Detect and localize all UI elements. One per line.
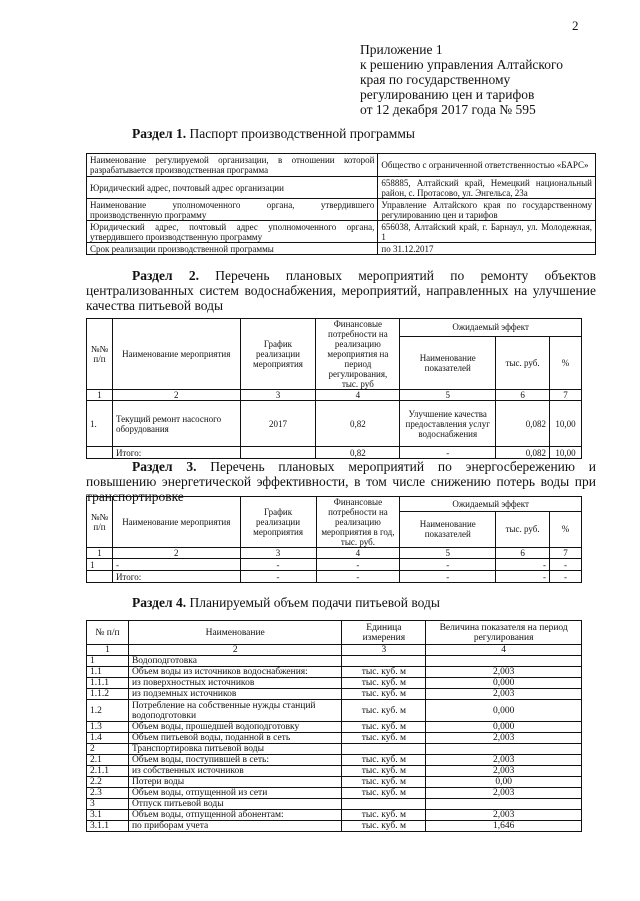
- row-num: 2.3: [87, 788, 129, 799]
- total-label: Итого:: [112, 447, 240, 459]
- section2-heading: [86, 268, 596, 313]
- table-row: [87, 722, 582, 733]
- finance: 0,82: [316, 401, 400, 447]
- effect-thous: 0,082: [496, 401, 550, 447]
- finance: -: [316, 559, 400, 571]
- col-header-schedule: График реализации мероприятия: [240, 497, 316, 548]
- table-row: [87, 799, 582, 810]
- param-value: 656038, Алтайский край, г. Барнаул, ул. Молодежная, 1: [378, 221, 596, 243]
- col-header-name: Наименование: [128, 621, 342, 645]
- row-num: 1.2: [87, 700, 129, 722]
- row-num: 1.4: [87, 733, 129, 744]
- column-index: 5: [400, 390, 496, 401]
- param-name: Юридический адрес, почтовый адрес уполномоченного органа, утвердившего производственную программу: [87, 221, 378, 243]
- col-header-num: № п/п: [87, 621, 129, 645]
- param-value: по 31.12.2017: [378, 243, 596, 255]
- table-row: [87, 667, 582, 678]
- row-num: 2.1: [87, 755, 129, 766]
- indicator: -: [400, 559, 496, 571]
- total-spacer: [87, 447, 113, 459]
- row-num: 1.3: [87, 722, 129, 733]
- table-row: [87, 221, 596, 243]
- total-finance: 0,82: [316, 447, 400, 459]
- table-row: [87, 678, 582, 689]
- indicator-name: Объем воды, прошедшей водоподготовку: [128, 722, 342, 733]
- appendix-header: [360, 42, 610, 117]
- unit: тыс. куб. м: [342, 821, 426, 832]
- schedule: -: [240, 559, 316, 571]
- param-name: Срок реализации производственной программы: [87, 243, 378, 255]
- row-num: 3.1.1: [87, 821, 129, 832]
- table-row: [87, 733, 582, 744]
- unit: тыс. куб. м: [342, 722, 426, 733]
- section2-title: Перечень плановых мероприятий по ремонту объектов централизованных систем водоснабжения, мероприятий, направленных на улучшение качества питьевой воды: [86, 268, 597, 313]
- table-row: [87, 755, 582, 766]
- column-index: 7: [550, 548, 582, 559]
- col-header-num: №№ п/п: [87, 497, 113, 548]
- row-num: 2: [87, 744, 129, 755]
- col-header-num: №№ п/п: [87, 319, 113, 390]
- column-index: 2: [112, 548, 240, 559]
- table-row: [87, 777, 582, 788]
- column-index: 4: [426, 645, 582, 656]
- param-value: Общество с ограниченной ответственностью «БАРС»: [378, 154, 596, 177]
- indicator-name: Водоподготовка: [128, 656, 342, 667]
- table-row: [87, 559, 582, 571]
- total-pct: 10,00: [549, 447, 581, 459]
- col-header-name: Наименование мероприятия: [112, 497, 240, 548]
- total-finance: -: [316, 571, 400, 583]
- col-header-pct: %: [549, 336, 581, 389]
- unit: тыс. куб. м: [342, 810, 426, 821]
- value: 2,003: [426, 755, 582, 766]
- table-row: [87, 177, 596, 199]
- row-num: 2.1.1: [87, 766, 129, 777]
- table-row: [87, 154, 596, 177]
- value: 2,003: [426, 689, 582, 700]
- value: [426, 799, 582, 810]
- row-num: 1: [87, 559, 113, 571]
- section4-number: Раздел 4.: [132, 595, 187, 610]
- unit: тыс. куб. м: [342, 777, 426, 788]
- value: 0,00: [426, 777, 582, 788]
- appendix-line: регулированию цен и тарифов: [360, 87, 535, 102]
- unit: тыс. куб. м: [342, 678, 426, 689]
- total-schedule: -: [240, 571, 316, 583]
- col-header-indicator: Наименование показателей: [400, 511, 496, 547]
- col-header-finance: Финансовые потребности на реализацию мероприятия на период регулирования, тыс. руб: [316, 319, 400, 390]
- indicator-name: Транспортировка питьевой воды: [128, 744, 342, 755]
- column-index: 7: [549, 390, 581, 401]
- row-num: 3.1: [87, 810, 129, 821]
- section2-table: [86, 318, 582, 459]
- appendix-line: к решению управления Алтайского: [360, 57, 563, 72]
- indicator-name: по приборам учета: [128, 821, 342, 832]
- column-index: 2: [128, 645, 342, 656]
- unit: [342, 799, 426, 810]
- effect-thous: -: [496, 559, 550, 571]
- total-row: [87, 447, 582, 459]
- table-row: [87, 766, 582, 777]
- value: 2,003: [426, 810, 582, 821]
- column-index: 3: [342, 645, 426, 656]
- column-index: 6: [496, 390, 550, 401]
- section4-heading: [132, 595, 552, 610]
- unit: тыс. куб. м: [342, 755, 426, 766]
- param-name: Наименование регулируемой организации, в отношении которой разрабатывается производственная программа: [87, 154, 378, 177]
- row-num: 1: [87, 656, 129, 667]
- total-thous: 0,082: [496, 447, 550, 459]
- appendix-line: Приложение 1: [360, 42, 443, 57]
- column-index: 2: [112, 390, 240, 401]
- indicator-name: Объем воды, отпущенной из сети: [128, 788, 342, 799]
- indicator-name: Объем питьевой воды, поданной в сеть: [128, 733, 342, 744]
- param-value: Управление Алтайского края по государственному регулированию цен и тарифов: [378, 199, 596, 221]
- indicator-name: из собственных источников: [128, 766, 342, 777]
- index-row: [87, 645, 582, 656]
- value: [426, 744, 582, 755]
- col-header-unit: Единица измерения: [342, 621, 426, 645]
- col-header-thous: тыс. руб.: [496, 336, 550, 389]
- schedule: 2017: [240, 401, 316, 447]
- total-row: [87, 571, 582, 583]
- row-num: 1.1.1: [87, 678, 129, 689]
- index-row: [87, 548, 582, 559]
- indicator-name: из подземных источников: [128, 689, 342, 700]
- indicator-name: Потери воды: [128, 777, 342, 788]
- col-header-indicator: Наименование показателей: [400, 336, 496, 389]
- unit: тыс. куб. м: [342, 689, 426, 700]
- table-row: [87, 243, 596, 255]
- section4-table: [86, 620, 582, 832]
- measure-name: Текущий ремонт насосного оборудования: [112, 401, 240, 447]
- column-index: 3: [240, 548, 316, 559]
- value: 2,003: [426, 733, 582, 744]
- value: 1,646: [426, 821, 582, 832]
- unit: [342, 656, 426, 667]
- value: [426, 656, 582, 667]
- col-header-schedule: График реализации мероприятия: [240, 319, 316, 390]
- section1-number: Раздел 1.: [132, 126, 187, 141]
- indicator-name: Объем воды из источников водоснабжения:: [128, 667, 342, 678]
- column-index: 4: [316, 548, 400, 559]
- indicator: Улучшение качества предоставления услуг водоснабжения: [400, 401, 496, 447]
- col-header-pct: %: [550, 511, 582, 547]
- param-value: 658885, Алтайский край, Немецкий национальный район, с. Протасово, ул. Энгельса, 23а: [378, 177, 596, 199]
- effect-pct: -: [550, 559, 582, 571]
- section1-heading: [132, 126, 532, 141]
- index-row: [87, 390, 582, 401]
- section1-title: Паспорт производственной программы: [189, 126, 415, 141]
- param-name: Наименование уполномоченного органа, утвердившего производственную программу: [87, 199, 378, 221]
- col-header-thous: тыс. руб.: [496, 511, 550, 547]
- value: 2,003: [426, 667, 582, 678]
- section4-title: Планируемый объем подачи питьевой воды: [189, 595, 440, 610]
- table-row: [87, 700, 582, 722]
- appendix-line: края по государственному: [360, 72, 511, 87]
- effect-pct: 10,00: [549, 401, 581, 447]
- col-header-name: Наименование мероприятия: [112, 319, 240, 390]
- unit: тыс. куб. м: [342, 667, 426, 678]
- total-pct: -: [550, 571, 582, 583]
- unit: тыс. куб. м: [342, 733, 426, 744]
- total-indicator: -: [400, 571, 496, 583]
- table-row: [87, 656, 582, 667]
- table-row: [87, 821, 582, 832]
- indicator-name: Объем воды, поступившей в сеть:: [128, 755, 342, 766]
- total-schedule: [240, 447, 316, 459]
- table-row: [87, 788, 582, 799]
- total-indicator: -: [400, 447, 496, 459]
- section2-number: Раздел 2.: [132, 268, 199, 283]
- measure-name: -: [112, 559, 240, 571]
- value: 2,003: [426, 766, 582, 777]
- section1-table: [86, 153, 596, 255]
- page-number: 2: [572, 18, 579, 33]
- row-num: 1.1.2: [87, 689, 129, 700]
- row-num: 2.2: [87, 777, 129, 788]
- indicator-name: Объем воды, отпущенной абонентам:: [128, 810, 342, 821]
- unit: [342, 744, 426, 755]
- section3-title: Перечень плановых мероприятий по энергосбережению и повышению энергетической эффективности, в том числе снижению потерь воды при транспортировке: [86, 459, 596, 504]
- unit: тыс. куб. м: [342, 700, 426, 722]
- column-index: 1: [87, 390, 113, 401]
- col-header-effect: Ожидаемый эффект: [400, 319, 582, 337]
- value: 2,003: [426, 788, 582, 799]
- table-row: [87, 744, 582, 755]
- unit: тыс. куб. м: [342, 788, 426, 799]
- column-index: 6: [496, 548, 550, 559]
- value: 0,000: [426, 678, 582, 689]
- table-row: [87, 199, 596, 221]
- appendix-line: от 12 декабря 2017 года № 595: [360, 102, 536, 117]
- value: 0,000: [426, 722, 582, 733]
- col-header-value: Величина показателя на период регулирования: [426, 621, 582, 645]
- row-num: 1.1: [87, 667, 129, 678]
- column-index: 1: [87, 645, 129, 656]
- column-index: 1: [87, 548, 113, 559]
- column-index: 3: [240, 390, 316, 401]
- total-label: Итого:: [112, 571, 240, 583]
- row-num: 1.: [87, 401, 113, 447]
- total-thous: -: [496, 571, 550, 583]
- col-header-effect: Ожидаемый эффект: [400, 497, 582, 512]
- row-num: 3: [87, 799, 129, 810]
- indicator-name: Отпуск питьевой воды: [128, 799, 342, 810]
- indicator-name: из поверхностных источников: [128, 678, 342, 689]
- column-index: 5: [400, 548, 496, 559]
- table-row: [87, 689, 582, 700]
- unit: тыс. куб. м: [342, 766, 426, 777]
- column-index: 4: [316, 390, 400, 401]
- section3-number: Раздел 3.: [132, 459, 197, 474]
- section3-table: [86, 496, 582, 583]
- param-name: Юридический адрес, почтовый адрес организации: [87, 177, 378, 199]
- total-spacer: [87, 571, 113, 583]
- indicator-name: Потребление на собственные нужды станций водоподготовки: [128, 700, 342, 722]
- col-header-finance: Финансовые потребности на реализацию мероприятия в год, тыс. руб.: [316, 497, 400, 548]
- value: 0,000: [426, 700, 582, 722]
- table-row: [87, 810, 582, 821]
- table-row: [87, 401, 582, 447]
